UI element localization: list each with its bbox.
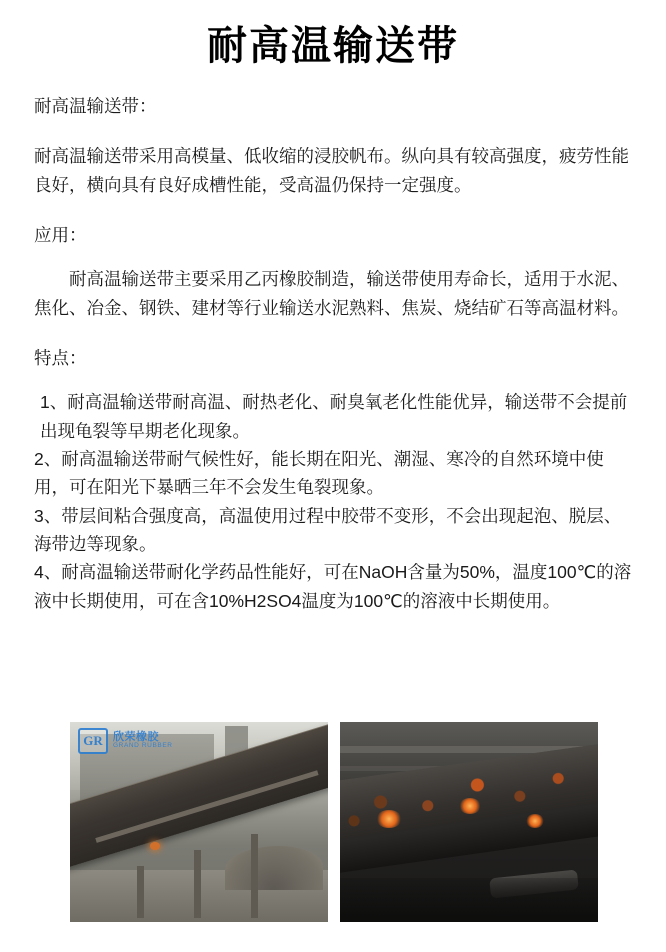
photo-support-post <box>137 866 144 918</box>
photo-material-pile <box>225 846 323 890</box>
feature-item-1: 1、耐高温输送带耐高温、耐热老化、耐臭氧老化性能优异，输送带不会提前出现龟裂等早期老化现象。 <box>40 392 628 441</box>
section-paragraph-2-1: 耐高温输送带主要采用乙丙橡胶制造，输送带使用寿命长，适用于水泥、焦化、冶金、钢铁、建材等行业输送水泥熟料、焦炭、烧结矿石等高温材料。 <box>34 269 629 318</box>
spacer <box>34 199 632 221</box>
photo-hot-material-glow <box>526 814 544 828</box>
feature-item-2: 2、耐高温输送带耐气候性好，能长期在阳光、潮湿、寒冷的自然环境中使用，可在阳光下暴晒三年不会发生龟裂现象。 <box>34 449 604 498</box>
spacer <box>34 372 632 388</box>
photo-hot-material-glow <box>459 798 481 814</box>
product-photo-left <box>70 722 328 922</box>
section-heading-3: 特点： <box>34 348 87 369</box>
photo-hot-material-glow <box>150 842 160 850</box>
document-body <box>34 92 632 615</box>
product-photo-right <box>340 722 598 922</box>
photo-support-post <box>194 850 201 918</box>
photo-foreground-shadow <box>340 878 598 922</box>
watermark-text <box>113 732 173 750</box>
photo-support-post <box>251 834 258 918</box>
spacer <box>34 322 632 344</box>
page-title: 耐高温输送带 <box>207 24 459 68</box>
watermark-brand-cn: 欣荣橡胶 <box>113 730 159 743</box>
section-heading-2: 应用： <box>34 225 87 246</box>
section-heading-1: 耐高温输送带： <box>34 96 157 116</box>
product-photo-gallery <box>70 722 598 922</box>
watermark-brand-en: GRAND RUBBER <box>113 742 173 750</box>
brand-watermark <box>78 728 173 754</box>
feature-item-3: 3、带层间粘合强度高，高温使用过程中胶带不变形，不会出现起泡、脱层、海带边等现象。 <box>34 505 622 555</box>
section-paragraph-1-1: 耐高温输送带采用高模量、低收缩的浸胶帆布。纵向具有较高强度，疲劳性能良好，横向具有良好成槽性能，受高温仍保持一定强度。 <box>34 146 629 195</box>
spacer <box>34 249 632 265</box>
logo-icon: GR <box>78 728 108 754</box>
photo-hot-material-glow <box>376 810 402 828</box>
document-page <box>0 22 666 952</box>
feature-item-4: 4、耐高温输送带耐化学药品性能好，可在NaOH含量为50%，温度100℃的溶液中长期使用，可在含10%H2SO4温度为100℃的溶液中长期使用。 <box>34 562 632 611</box>
spacer <box>34 120 632 142</box>
